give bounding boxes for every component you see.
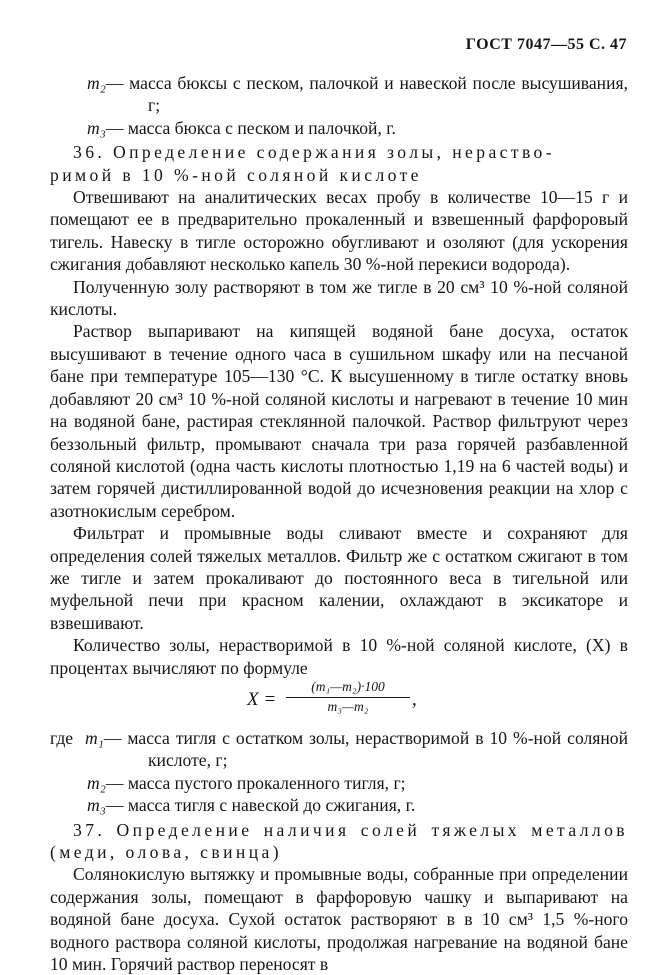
section-37-title: [50, 819, 628, 864]
paragraph-3: Раствор выпаривают на кипящей водяной бане досуха, остаток высушивают в течение одного часа в сушильном шкафу или на песчаной бане при температуре 105—130 °С. К высушенному в тигле остатку вновь добавляют 20 см³ 10 %-ной соляной кислоты и нагревают в течение 10 мин на водяной бане, растирая стеклянной палочкой. Раствор фильтруют через беззольный фильтр, промывают сначала три раза горячей разбавленной соляной кислотой (одна часть кислоты плотностью 1,19 на 6 частей воды) и затем горячей дистиллированной водой до исчезновения реакции на хлор с азотнокислым серебром.: [50, 321, 628, 521]
section-title-line: римой в 10 %-ной соляной кислоте: [50, 164, 422, 185]
definition-m2-top: [50, 72, 628, 117]
lead-word: где: [50, 727, 74, 748]
formula-denominator: m₃—m₂: [327, 698, 369, 714]
section-title-line: 36. Определение содержания золы, нераство-: [73, 142, 555, 163]
definition-text: — масса пустого прокаленного тигля, г;: [105, 772, 406, 793]
section-36-title: [50, 141, 628, 186]
definition-text: — масса тигля с навеской до сжигания, г.: [105, 795, 416, 816]
formula-numerator: (m₁—m₂)·100: [286, 679, 410, 698]
formula-lhs: X =: [247, 688, 277, 710]
symbol: m₂: [87, 73, 106, 93]
symbol: m₃: [87, 795, 106, 816]
definition-m3-top: [50, 117, 628, 139]
paragraph-1: Отвешивают на аналитических весах пробу в количестве 10—15 г и помещают ее в предварительно прокаленный и взвешенный фарфоровый тигель. Навеску в тигле осторожно обугливают и озоляют (для ускорения сжигания добавляют несколько капель 30 %-ной перекиси водорода).: [50, 187, 628, 275]
paragraph-4: Фильтрат и промывные воды сливают вместе и сохраняют для определения солей тяжелых металлов. Фильтр же с остатком сжигают в том же тигле и затем прокаливают до постоянного веса в тигельной или муфельной печи при красном калении, охлаждают в эксикаторе и взвешивают.: [50, 523, 628, 633]
page-header: ГОСТ 7047—55 С. 47: [465, 36, 627, 53]
symbol: m₁: [85, 727, 104, 748]
definition-m3-bottom: [50, 794, 628, 816]
paragraph-6: Солянокислую вытяжку и промывные воды, собранные при определении содержания золы, помещают в фарфоровую чашку и выпаривают на водяной бане досуха. Сухой остаток растворяют в в 10 см³ 1,5 %-ного водного раствора соляной кислоты, продолжая нагревание на водяной бане 10 мин. Горячий раствор переносят в: [50, 864, 628, 975]
paragraph-5: Количество золы, нерастворимой в 10 %-ной соляной кислоте, (X) в процентах вычисляют по формуле: [50, 635, 628, 678]
definition-text: — масса бюкса с песком и палочкой, г.: [105, 117, 396, 138]
formula-tail: ,: [412, 688, 417, 710]
section-title-line: 37. Определение наличия солей тяжелых металлов (меди, олова, свинца): [50, 819, 628, 862]
paragraph-2: Полученную золу растворяют в том же тигле в 20 см³ 10 %-ной соляной кислоты.: [50, 276, 628, 320]
definition-text: — масса тигля с остатком золы, нерастворимой в 10 %-ной соляной кислоте, г;: [103, 727, 629, 771]
document-body: [50, 72, 628, 975]
definition-m2-bottom: [50, 772, 628, 794]
formula: [50, 679, 628, 727]
symbol: m₃: [87, 117, 106, 138]
formula-fraction: [286, 679, 410, 716]
definition-m1: [50, 727, 628, 772]
definition-text: — масса бюксы с песком, палочкой и навеской после высушивания, г;: [105, 73, 628, 116]
symbol: m₂: [87, 772, 106, 793]
